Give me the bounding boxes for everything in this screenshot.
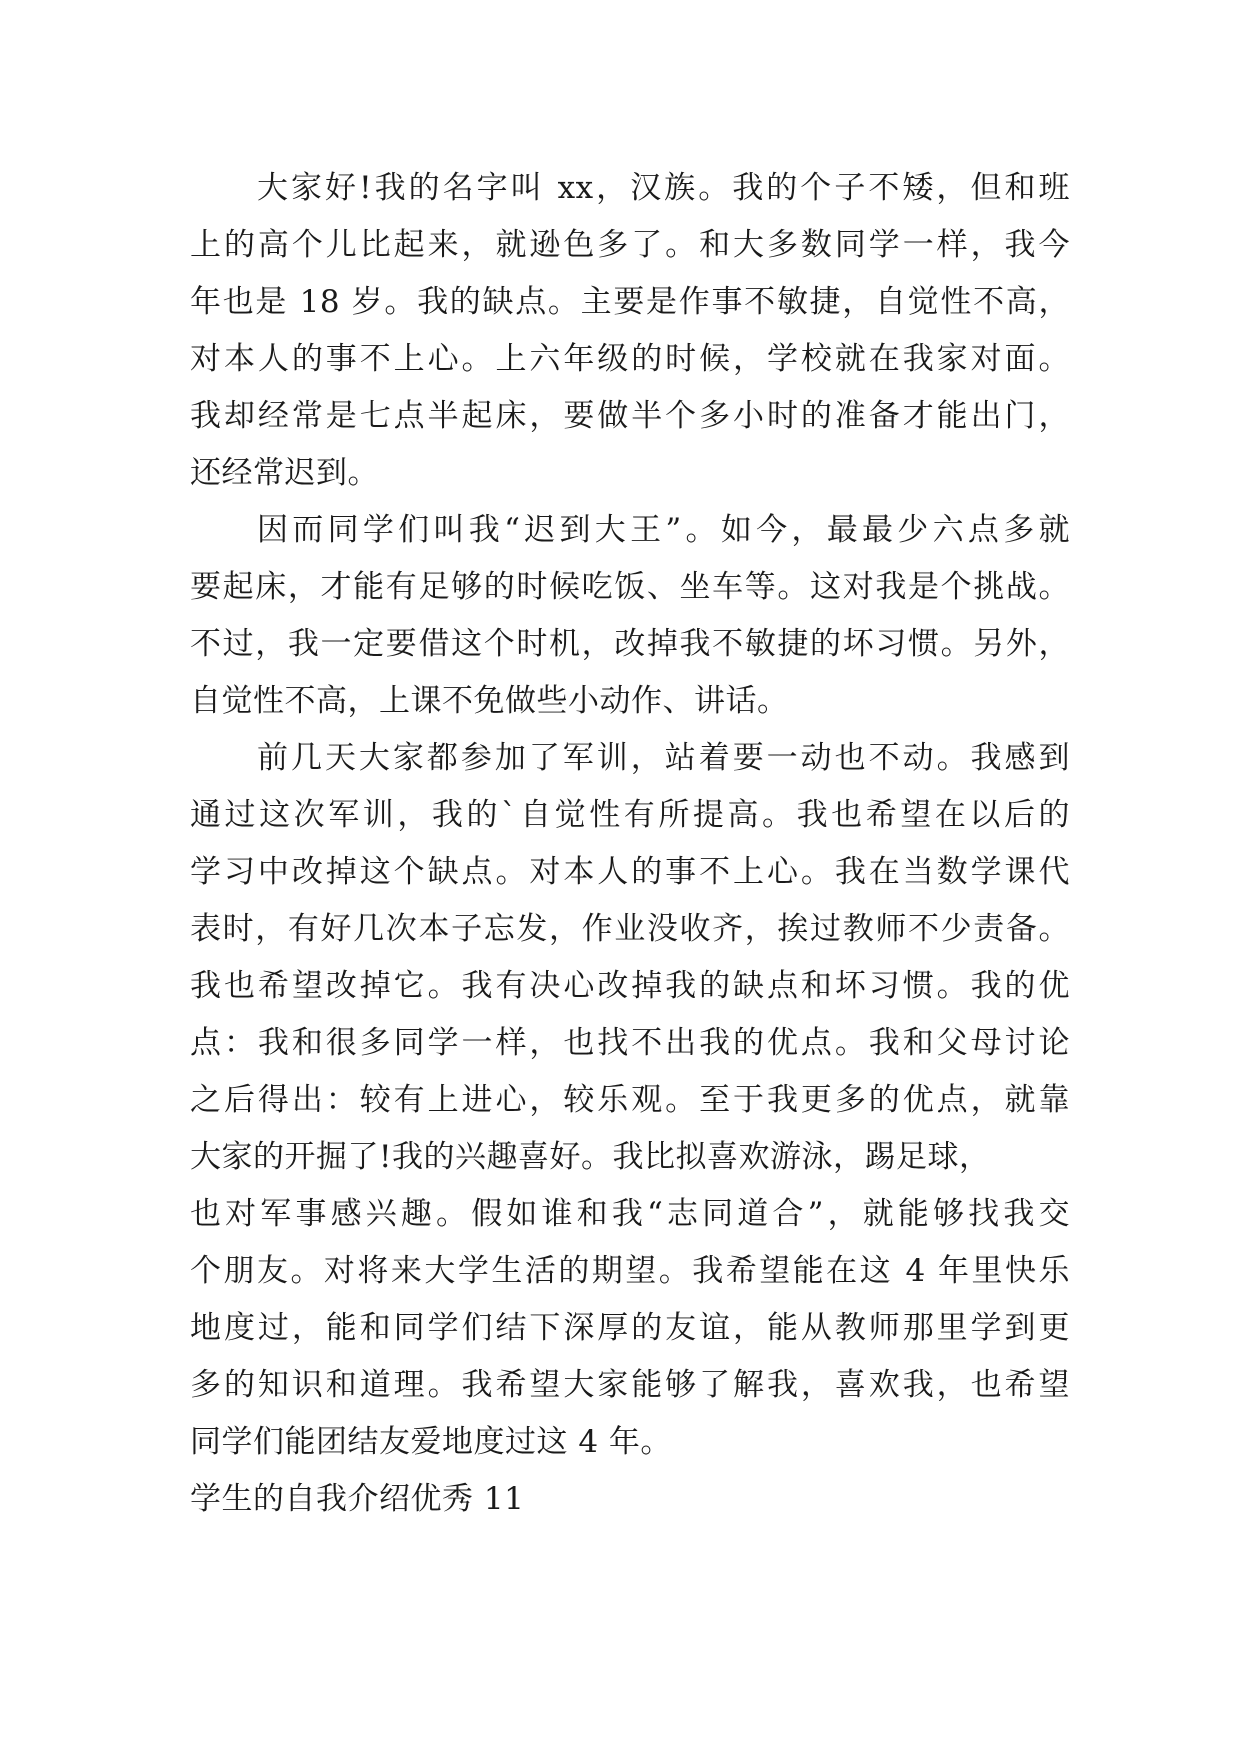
paragraph-line: 上的高个儿比起来，就逊色多了。和大多数同学一样，我今 [190,227,1070,263]
section-heading: 学生的自我介绍优秀 11 [190,1481,525,1517]
paragraph-line: 学习中改掉这个缺点。对本人的事不上心。我在当数学课代 [190,854,1070,890]
paragraph-line: 不过，我一定要借这个时机，改掉我不敏捷的坏习惯。另外， [190,626,1070,662]
paragraph-line: 我却经常是七点半起床，要做半个多小时的准备才能出门， [190,398,1070,434]
paragraph-line: 因而同学们叫我“迟到大王”。如今，最最少六点多就 [257,512,1070,548]
paragraph-line: 年也是 18 岁。我的缺点。主要是作事不敏捷，自觉性不高， [190,284,1070,320]
paragraph-line: 点：我和很多同学一样，也找不出我的优点。我和父母讨论 [190,1025,1070,1061]
paragraph-line: 个朋友。对将来大学生活的期望。我希望能在这 4 年里快乐 [190,1253,1070,1289]
paragraph-line: 通过这次军训，我的`自觉性有所提高。我也希望在以后的 [190,797,1070,833]
paragraph-line: 还经常迟到。 [190,455,379,491]
paragraph-line: 大家好!我的名字叫 xx，汉族。我的个子不矮，但和班 [257,170,1070,206]
paragraph-line: 大家的开掘了!我的兴趣喜好。我比拟喜欢游泳，踢足球， [190,1139,991,1175]
paragraph-line: 对本人的事不上心。上六年级的时候，学校就在我家对面。 [190,341,1070,377]
paragraph-line: 要起床，才能有足够的时候吃饭、坐车等。这对我是个挑战。 [190,569,1070,605]
paragraph-line: 我也希望改掉它。我有决心改掉我的缺点和坏习惯。我的优 [190,968,1070,1004]
paragraph-line: 自觉性不高，上课不免做些小动作、讲话。 [190,683,789,719]
paragraph-line: 表时，有好几次本子忘发，作业没收齐，挨过教师不少责备。 [190,911,1070,947]
paragraph-line: 之后得出：较有上进心，较乐观。至于我更多的优点，就靠 [190,1082,1070,1118]
paragraph-line: 也对军事感兴趣。假如谁和我“志同道合”，就能够找我交 [190,1196,1070,1232]
paragraph-line: 多的知识和道理。我希望大家能够了解我，喜欢我，也希望 [190,1367,1070,1403]
paragraph-line: 前几天大家都参加了军训，站着要一动也不动。我感到 [257,740,1070,776]
paragraph-line: 地度过，能和同学们结下深厚的友谊，能从教师那里学到更 [190,1310,1070,1346]
paragraph-line: 同学们能团结友爱地度过这 4 年。 [190,1424,672,1460]
